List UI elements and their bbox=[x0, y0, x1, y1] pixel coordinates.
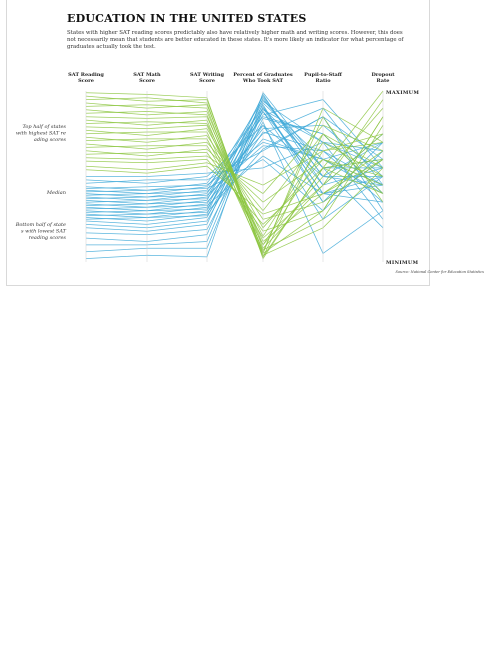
axis-label-2: SAT Math Score bbox=[133, 72, 161, 84]
axis-label-6: Dropout Rate bbox=[371, 72, 395, 84]
state-line-bottom-3 bbox=[86, 117, 383, 184]
top-half-lines bbox=[86, 91, 383, 259]
median-label: Median bbox=[46, 190, 66, 196]
axis-labels bbox=[68, 72, 395, 84]
chart-description: States with higher SAT reading scores predictably also have relatively higher math and writing scores. However, this does not necessarily mean that students are better educated in these states. It's more likely an indicator for what percentage of graduates actually took the test. bbox=[67, 30, 404, 51]
axis-label-4: Percent of Graduates Who Took SAT bbox=[233, 72, 293, 84]
bottom-half-label: Bottom half of state s with lowest SAT reading scores bbox=[15, 222, 66, 241]
minimum-label: MINIMUM bbox=[386, 260, 419, 266]
top-half-label: Top half of states with highest SAT re ading scores bbox=[15, 124, 66, 143]
axis-label-1: SAT Reading Score bbox=[68, 72, 104, 84]
chart-title: EDUCATION IN THE UNITED STATES bbox=[67, 12, 307, 25]
maximum-label: MAXIMUM bbox=[386, 90, 420, 96]
axis-label-3: SAT Writing Score bbox=[190, 72, 224, 84]
axis-label-5: Pupil-to-Staff Ratio bbox=[304, 72, 342, 84]
source-note: Source: National Center for Education Statistics bbox=[395, 270, 484, 274]
